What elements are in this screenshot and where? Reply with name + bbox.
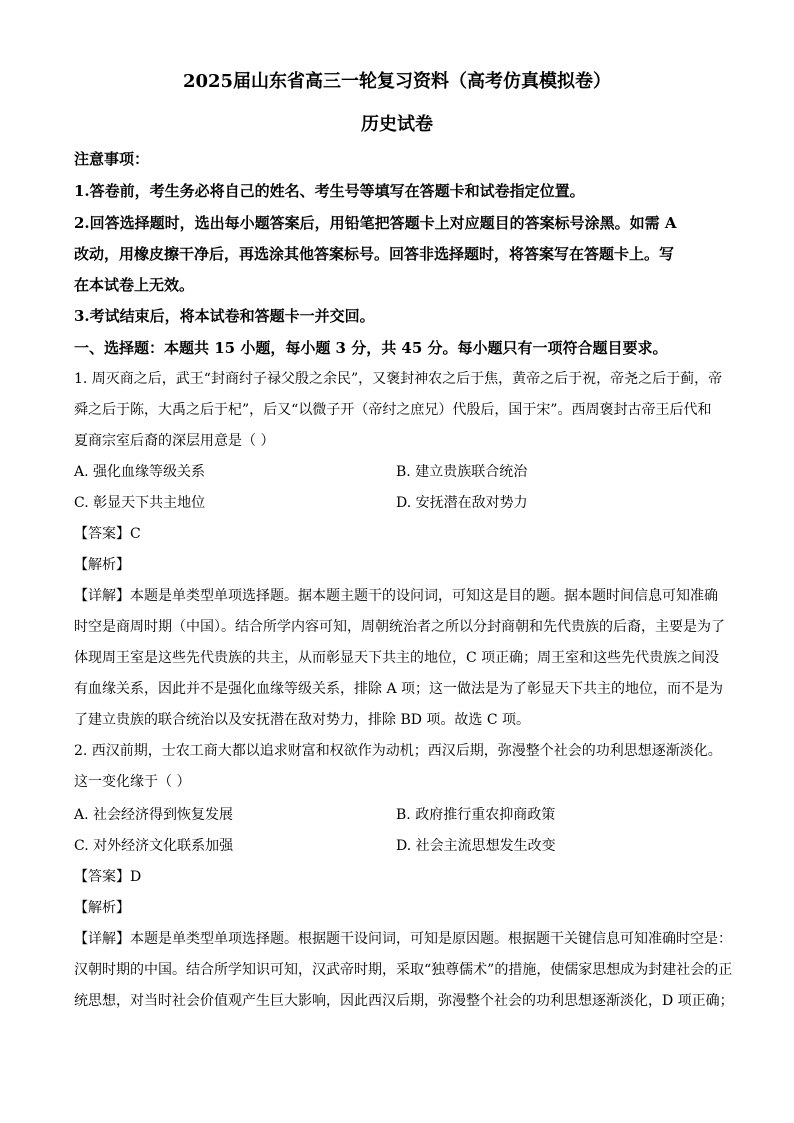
question-1-option-d: D. 安抚潜在敌对势力 xyxy=(396,495,528,511)
question-1-option-b: B. 建立贵族联合统治 xyxy=(396,464,528,480)
question-1-stem: 舜之后于陈，大禹之后于杞”，后又“以微子开（帝纣之庶兄）代殷后，国于宋”。西周褒封古帝王后代和 xyxy=(74,402,712,418)
exam-title: 2025届山东省高三一轮复习资料（高考仿真模拟卷） xyxy=(182,71,612,92)
notes-line: 3.考试结束后，将本试卷和答题卡一并交回。 xyxy=(74,307,375,325)
question-2-analysis-label: 【解析】 xyxy=(74,900,130,916)
question-1-detail: 时空是商周时期（中国）。结合所学内容可知，周朝统治者之所以分封商朝和先代贵族的后裔，主要是为了 xyxy=(74,619,725,635)
question-1-stem: 夏商宗室后裔的深层用意是（ ） xyxy=(74,433,275,449)
notes-line: 2.回答选择题时，选出每小题答案后，用铅笔把答题卡上对应题目的答案标号涂黑。如需 A xyxy=(74,214,677,232)
question-1-stem: 1. 周灭商之后，武王“封商纣子禄父殷之余民”，又褒封神农之后于焦，黄帝之后于祝，帝尧之后于蓟，帝 xyxy=(74,371,723,387)
question-2-detail: 汉朝时期的中国。结合所学知识可知，汉武帝时期，采取“独尊儒术”的措施，使儒家思想成为封建社会的正 xyxy=(74,962,733,978)
notes-heading: 注意事项： xyxy=(74,150,150,168)
question-2-option-c: C. 对外经济文化联系加强 xyxy=(74,838,234,854)
question-1-option-c: C. 彰显天下共主地位 xyxy=(74,495,206,511)
notes-line: 1.答卷前，考生务必将自己的姓名、考生号等填写在答题卡和试卷指定位置。 xyxy=(74,182,585,200)
question-2-option-d: D. 社会主流思想发生改变 xyxy=(396,838,556,854)
notes-line: 改动，用橡皮擦干净后，再选涂其他答案标号。回答非选择题时，将答案写在答题卡上。写 xyxy=(74,245,675,263)
question-1-detail: 有血缘关系，因此并不是强化血缘等级关系，排除 A 项；这一做法是为了彰显天下共主的地位，而不是为 xyxy=(74,681,724,697)
section-heading: 一、选择题：本题共 15 小题，每小题 3 分，共 45 分。每小题只有一项符合题目要求。 xyxy=(74,339,668,357)
exam-subtitle: 历史试卷 xyxy=(361,114,433,135)
question-2-stem: 这一变化缘于（ ） xyxy=(74,774,191,790)
question-1-detail: 【详解】本题是单类型单项选择题。据本题主题干的设问词，可知这是目的题。据本题时间信息可知准确 xyxy=(74,588,718,604)
question-1-answer: 【答案】C xyxy=(74,526,141,542)
question-2-stem: 2. 西汉前期，士农工商大都以追求财富和权欲作为动机；西汉后期，弥漫整个社会的功利思想逐渐淡化。 xyxy=(74,743,722,759)
question-2-detail: 【详解】本题是单类型单项选择题。根据题干设问词，可知是原因题。根据题干关键信息可知准确时空是： xyxy=(74,931,732,947)
question-1-detail: 体现周王室是这些先代贵族的共主，从而彰显天下共主的地位，C 项正确；周王室和这些先代贵族之间没 xyxy=(74,650,720,666)
notes-line: 在本试卷上无效。 xyxy=(74,276,195,294)
question-1-detail: 了建立贵族的联合统治以及安抚潜在敌对势力，排除 BD 项。故选 C 项。 xyxy=(74,712,531,728)
question-2-answer: 【答案】D xyxy=(74,869,142,885)
question-1-option-a: A. 强化血缘等级关系 xyxy=(74,464,206,480)
question-1-analysis-label: 【解析】 xyxy=(74,557,130,573)
question-2-option-a: A. 社会经济得到恢复发展 xyxy=(74,807,234,823)
question-2-option-b: B. 政府推行重农抑商政策 xyxy=(396,807,556,823)
question-2-detail: 统思想，对当时社会价值观产生巨大影响，因此西汉后期，弥漫整个社会的功利思想逐渐淡化，D 项正确； xyxy=(74,993,734,1009)
